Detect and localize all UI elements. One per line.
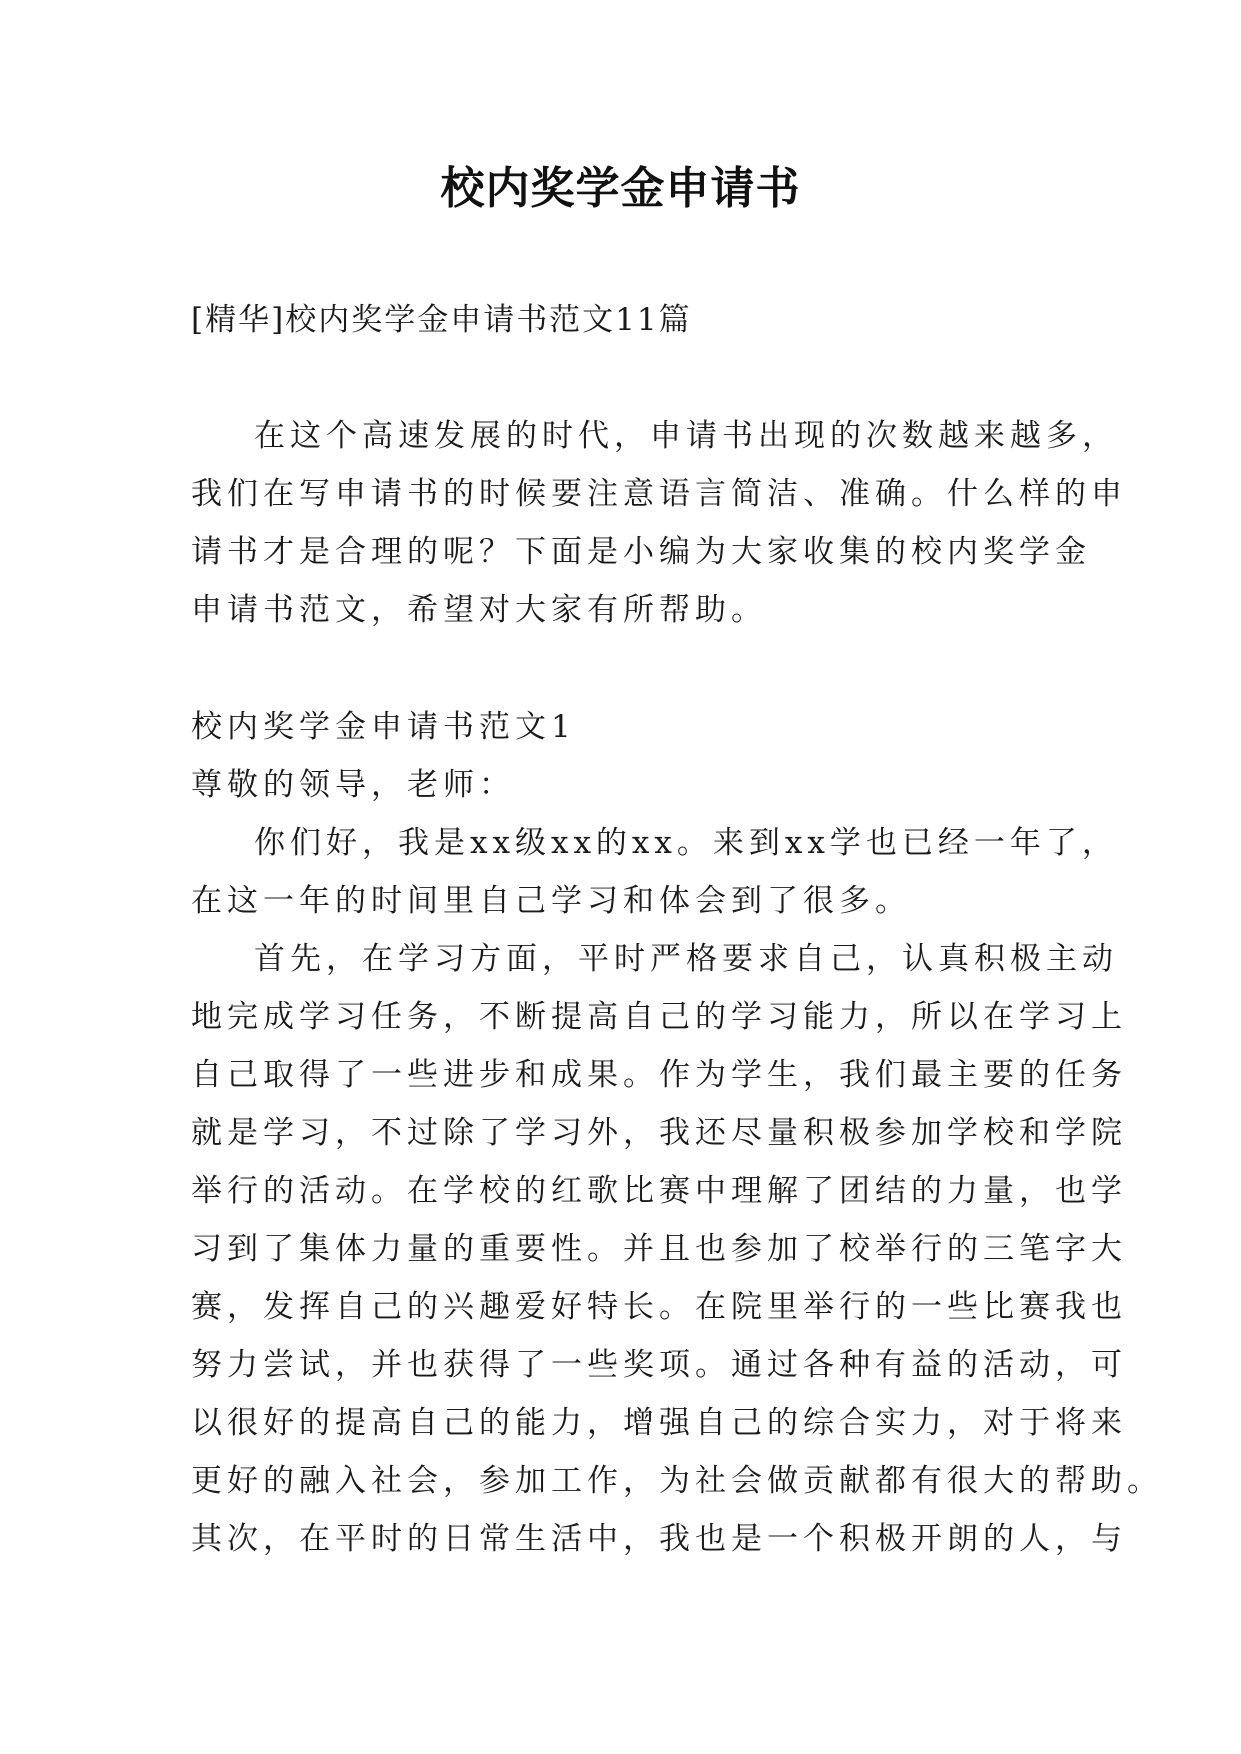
paragraph-line: 自己取得了一些进步和成果。作为学生，我们最主要的任务	[191, 1057, 1127, 1093]
paragraph-line: 首先，在学习方面，平时严格要求自己，认真积极主动	[254, 941, 1118, 977]
paragraph-line: 习到了集体力量的重要性。并且也参加了校举行的三笔字大	[191, 1231, 1127, 1267]
paragraph-line: 举行的活动。在学校的红歌比赛中理解了团结的力量，也学	[191, 1173, 1127, 1209]
paragraph-line: 努力尝试，并也获得了一些奖项。通过各种有益的活动，可	[191, 1347, 1127, 1383]
document-subtitle: [精华]校内奖学金申请书范文11篇	[191, 302, 692, 338]
paragraph-line: 你们好，我是xx级xx的xx。来到xx学也已经一年了，	[254, 825, 1118, 861]
intro-line: 我们在写申请书的时候要注意语言简洁、准确。什么样的申	[191, 476, 1127, 512]
salutation: 尊敬的领导，老师：	[191, 767, 515, 803]
paragraph-line: 赛，发挥自己的兴趣爱好特长。在院里举行的一些比赛我也	[191, 1289, 1127, 1325]
document-title: 校内奖学金申请书	[440, 163, 801, 214]
paragraph-line: 在这一年的时间里自己学习和体会到了很多。	[191, 883, 911, 919]
paragraph-line: 其次，在平时的日常生活中，我也是一个积极开朗的人，与	[191, 1521, 1127, 1557]
paragraph-line: 更好的融入社会，参加工作，为社会做贡献都有很大的帮助。	[191, 1463, 1163, 1499]
section-heading: 校内奖学金申请书范文1	[191, 709, 576, 745]
paragraph-line: 地完成学习任务，不断提高自己的学习能力，所以在学习上	[191, 999, 1127, 1035]
intro-line: 申请书范文，希望对大家有所帮助。	[191, 592, 767, 628]
intro-line: 请书才是合理的呢？下面是小编为大家收集的校内奖学金	[191, 534, 1091, 570]
paragraph-line: 以很好的提高自己的能力，增强自己的综合实力，对于将来	[191, 1405, 1127, 1441]
paragraph-line: 就是学习，不过除了学习外，我还尽量积极参加学校和学院	[191, 1115, 1127, 1151]
intro-line: 在这个高速发展的时代，申请书出现的次数越来越多，	[254, 418, 1118, 454]
